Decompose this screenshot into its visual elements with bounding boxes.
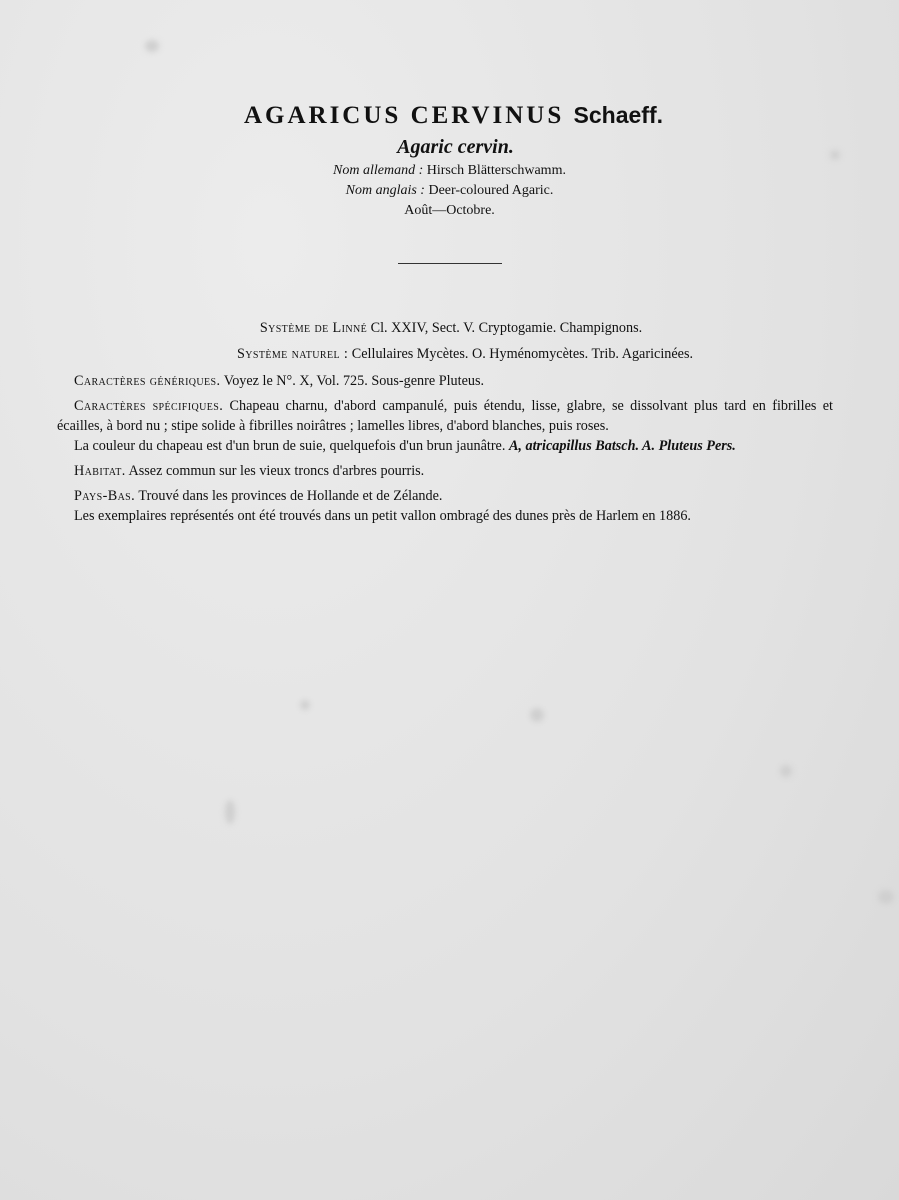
naturel-label: Système naturel : (236, 346, 349, 362)
generic-label: Caractères génériques. (74, 373, 221, 389)
generic-text: Voyez le N°. X, Vol. 725. Sous-genre Pluteus. (223, 373, 485, 389)
specific-label: Caractères spécifiques. (74, 398, 224, 414)
specific-characters-paragraph (57, 396, 833, 436)
specific-text: Chapeau charnu, d'abord campanulé, puis étendu, lisse, glabre, se dissolvant plus tard en fibrilles et écailles, à bord nu ; stipe solide à fibrilles noirâtres ; lamelles libres, d'abord blanches, puis roses. (57, 398, 833, 434)
specimens-text: Les exemplaires représentés ont été trouvés dans un petit vallon ombragé des dunes près de Harlem en 1886. (74, 508, 691, 524)
divider-rule (398, 263, 502, 264)
paper-stain (225, 800, 235, 824)
natural-system-line (57, 344, 833, 364)
english-name-label: Nom anglais : (345, 183, 425, 198)
netherlands-paragraph (57, 486, 833, 506)
page-header (0, 98, 899, 264)
english-name-line (0, 181, 899, 201)
color-paragraph (57, 436, 833, 456)
synonyms-text: A, atricapillus Batsch. A. Pluteus Pers. (508, 438, 736, 454)
habitat-paragraph (57, 461, 833, 481)
description-body (57, 318, 833, 526)
paper-stain (300, 700, 310, 710)
paper-stain (878, 890, 894, 904)
german-name-label: Nom allemand : (333, 163, 424, 178)
linne-system-line (57, 318, 833, 338)
paper-stain (530, 708, 544, 722)
english-name-value: Deer-coloured Agaric. (428, 183, 554, 198)
habitat-text: Assez commun sur les vieux troncs d'arbres pourris. (128, 463, 425, 479)
linne-label: Système de Linné (259, 320, 368, 336)
french-name: Agaric cervin. (397, 136, 514, 158)
german-name-value: Hirsch Blätterschwamm. (426, 163, 566, 178)
specimens-paragraph (57, 506, 833, 526)
paper-stain (145, 40, 159, 52)
species-name: AGARICUS CERVINUS (243, 102, 565, 129)
species-title (8, 98, 899, 133)
species-author: Schaeff. (573, 102, 664, 128)
netherlands-text: Trouvé dans les provinces de Hollande et de Zélande. (138, 488, 443, 504)
naturel-text: Cellulaires Mycètes. O. Hyménomycètes. Trib. Agaricinées. (351, 346, 694, 362)
season-line: Août—Octobre. (404, 203, 495, 218)
linne-text: Cl. XXIV, Sect. V. Cryptogamie. Champignons. (370, 320, 643, 336)
german-name-line (0, 161, 899, 181)
netherlands-label: Pays-Bas. (74, 488, 136, 504)
generic-characters-paragraph (57, 371, 833, 391)
habitat-label: Habitat. (74, 463, 126, 479)
color-text: La couleur du chapeau est d'un brun de suie, quelquefois d'un brun jaunâtre. (74, 438, 506, 454)
paper-stain (780, 765, 792, 777)
